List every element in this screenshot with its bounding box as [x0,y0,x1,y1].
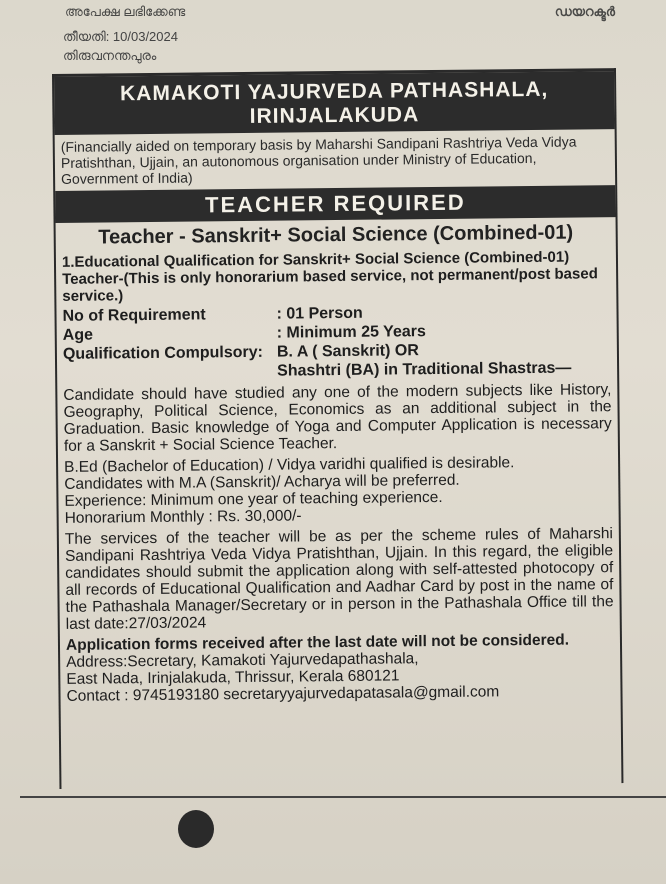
qualification-value-2: Shashtri (BA) in Traditional Shastras— [277,359,572,380]
institution-location: IRINJALAKUDA [249,103,420,128]
honorarium-line: Honorarium Monthly : Rs. 30,000/- [64,507,302,527]
institution-header [54,71,615,135]
funding-note: (Financially aided on temporary basis by Maharshi Sandipani Rashtriya Veda Vidya Pratishthan, Ujjain, an autonomous organisation under Ministry of Education, Government of India) [60,133,577,187]
qualification-intro: 1.Educational Qualification for Sanskrit+ Social Science (Combined-01) Teacher-(This is only honorarium based service, not permanent/post based service.) [61,248,598,305]
subjects-paragraph: Candidate should have studied any one of the modern subjects like History, Geography, Political Science, Economics as an additional subject in the Graduation. Basic knowledge of Yoga and Computer Application is necessary for a Sanskrit + Social Science Teacher. [63,381,612,455]
qualification-value-1: B. A ( Sanskrit) OR [276,342,419,361]
address-line-2: East Nada, Irinjalakuda, Thrissur, Kerala 680121 [66,667,400,688]
requirement-label: No of Requirement [62,306,206,325]
deadline-warning: Application forms received after the last date will not be considered. [65,631,570,654]
ink-dot [178,810,214,848]
experience-line: Experience: Minimum one year of teaching experience. [64,488,443,510]
malayalam-signature: ഡയറക്ടർ [554,4,615,19]
contact-line: Contact : 9745193180 secretaryyajurvedapatasala@gmail.com [66,683,500,705]
teacher-required-heading: TEACHER REQUIRED [55,185,615,223]
requirement-value: : 01 Person [276,304,363,323]
notice-place: തിരുവനന്തപുരം [63,48,157,63]
top-strip [55,0,635,30]
ma-line: Candidates with M.A (Sanskrit)/ Acharya will be preferred. [64,471,460,493]
job-advertisement [52,68,623,789]
bed-line: B.Ed (Bachelor of Education) / Vidya varidhi qualified is desirable. [64,454,515,476]
services-paragraph: The services of the teacher will be as per the scheme rules of Maharshi Sandipani Rashtriya Veda Vidya Pratishthan, Ujjain. In this regard, the eligible candidates should submit the application along with self-attested photocopy of all records of Educational Qualification and Aadhar Card by post in the name of the Pathashala Manager/Secretary or in person in the Pathashala Office till the last date:27/03/2024 [64,525,614,633]
age-value: : Minimum 25 Years [276,323,426,342]
malayalam-heading: അപേക്ഷ ലഭിക്കേണ്ട [65,4,186,19]
age-label: Age [62,326,94,344]
post-title: Teacher - Sanskrit+ Social Science (Combined-01) [98,221,574,249]
institution-name: KAMAKOTI YAJURVEDA PATHASHALA, [119,77,549,106]
address-line-1: Address:Secretary, Kamakoti Yajurvedapathashala, [66,650,419,671]
qualification-label: Qualification Compulsory: [62,343,264,363]
bottom-rule [20,796,666,798]
notice-date: തീയതി: 10/03/2024 [63,29,178,44]
